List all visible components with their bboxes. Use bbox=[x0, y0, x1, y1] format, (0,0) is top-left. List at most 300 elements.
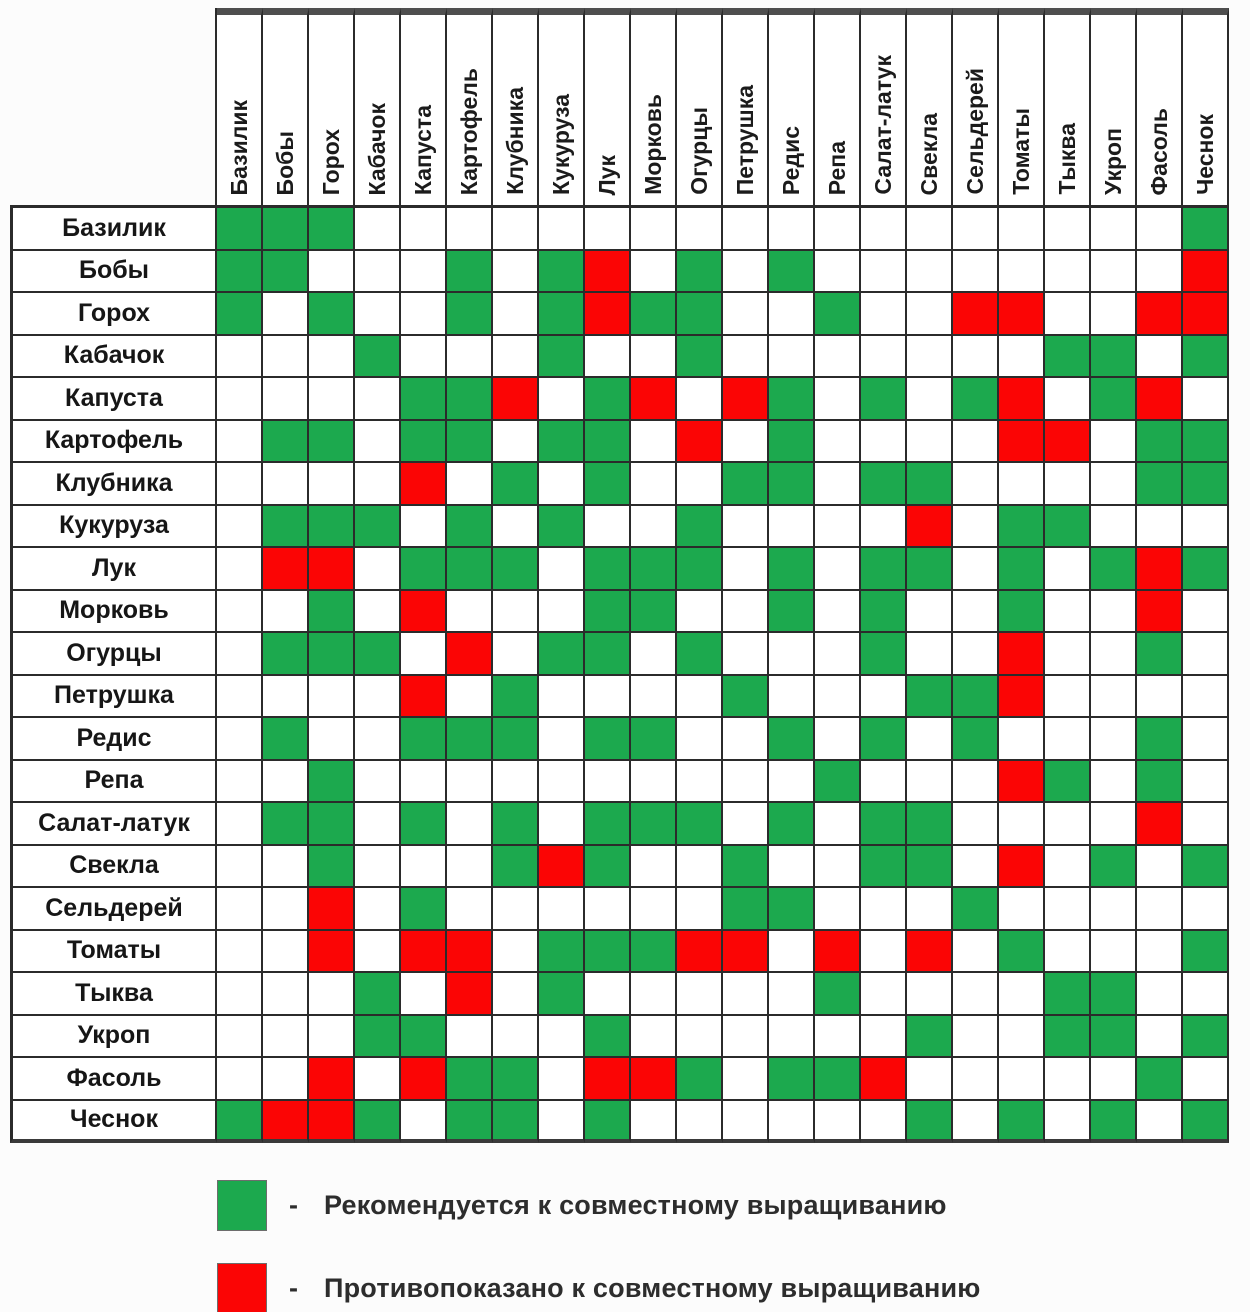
matrix-cell bbox=[999, 251, 1045, 294]
matrix-cell bbox=[677, 633, 723, 676]
compatibility-matrix bbox=[10, 8, 1229, 1143]
matrix-cell bbox=[953, 676, 999, 719]
matrix-cell bbox=[447, 761, 493, 804]
matrix-cell bbox=[493, 548, 539, 591]
matrix-cell bbox=[999, 421, 1045, 464]
column-header-21 bbox=[1137, 8, 1183, 208]
column-header-22 bbox=[1183, 8, 1229, 208]
matrix-cell bbox=[999, 846, 1045, 889]
row-label-17: Сельдерей bbox=[10, 888, 217, 931]
matrix-cell bbox=[999, 761, 1045, 804]
matrix-cell bbox=[907, 548, 953, 591]
matrix-cell bbox=[493, 378, 539, 421]
matrix-cell bbox=[769, 718, 815, 761]
matrix-cell bbox=[769, 421, 815, 464]
matrix-cell bbox=[907, 718, 953, 761]
matrix-cell bbox=[861, 421, 907, 464]
matrix-cell bbox=[217, 591, 263, 634]
matrix-cell bbox=[907, 888, 953, 931]
matrix-cell bbox=[585, 591, 631, 634]
matrix-cell bbox=[493, 888, 539, 931]
matrix-cell bbox=[769, 761, 815, 804]
matrix-cell bbox=[263, 1016, 309, 1059]
column-header-2 bbox=[263, 8, 309, 208]
matrix-cell bbox=[861, 888, 907, 931]
matrix-cell bbox=[309, 1058, 355, 1101]
matrix-cell bbox=[539, 1101, 585, 1144]
matrix-cell bbox=[677, 761, 723, 804]
matrix-cell bbox=[815, 1058, 861, 1101]
matrix-cell bbox=[1183, 506, 1229, 549]
matrix-cell bbox=[631, 633, 677, 676]
matrix-cell bbox=[355, 633, 401, 676]
matrix-cell bbox=[953, 803, 999, 846]
matrix-cell bbox=[401, 336, 447, 379]
matrix-cell bbox=[447, 548, 493, 591]
matrix-cell bbox=[769, 293, 815, 336]
matrix-cell bbox=[861, 676, 907, 719]
matrix-cell bbox=[539, 506, 585, 549]
row-label-6: Картофель bbox=[10, 421, 217, 464]
matrix-cell bbox=[309, 633, 355, 676]
column-header-label: Базилик bbox=[225, 99, 252, 195]
matrix-cell bbox=[1091, 548, 1137, 591]
column-header-6 bbox=[447, 8, 493, 208]
matrix-cell bbox=[263, 931, 309, 974]
matrix-cell bbox=[723, 973, 769, 1016]
matrix-cell bbox=[861, 506, 907, 549]
matrix-cell bbox=[447, 251, 493, 294]
matrix-cell bbox=[861, 1016, 907, 1059]
matrix-cell bbox=[999, 1101, 1045, 1144]
matrix-cell bbox=[677, 718, 723, 761]
matrix-cell bbox=[1045, 846, 1091, 889]
column-header-label: Бобы bbox=[271, 130, 298, 195]
matrix-cell bbox=[217, 761, 263, 804]
matrix-cell bbox=[309, 761, 355, 804]
matrix-cell bbox=[631, 718, 677, 761]
matrix-cell bbox=[539, 421, 585, 464]
column-header-label: Фасоль bbox=[1145, 107, 1172, 195]
matrix-cell bbox=[815, 1016, 861, 1059]
column-header-label: Капуста bbox=[409, 104, 436, 195]
matrix-cell bbox=[493, 463, 539, 506]
matrix-cell bbox=[539, 591, 585, 634]
matrix-cell bbox=[1183, 251, 1229, 294]
matrix-cell bbox=[539, 761, 585, 804]
matrix-cell bbox=[1091, 1101, 1137, 1144]
matrix-cell bbox=[263, 718, 309, 761]
matrix-cell bbox=[677, 506, 723, 549]
column-header-14 bbox=[815, 8, 861, 208]
matrix-cell bbox=[217, 718, 263, 761]
matrix-cell bbox=[677, 803, 723, 846]
matrix-cell bbox=[355, 931, 401, 974]
matrix-cell bbox=[401, 208, 447, 251]
matrix-cell bbox=[953, 506, 999, 549]
matrix-cell bbox=[539, 208, 585, 251]
row-label-22: Чеснок bbox=[10, 1101, 217, 1144]
matrix-cell bbox=[401, 846, 447, 889]
legend-label-contraindicated: Противопоказано к совместному выращиванию bbox=[324, 1273, 981, 1303]
matrix-cell bbox=[861, 208, 907, 251]
matrix-cell bbox=[953, 548, 999, 591]
column-header-label: Томаты bbox=[1007, 108, 1034, 195]
matrix-cell bbox=[861, 761, 907, 804]
row-label-3: Горох bbox=[10, 293, 217, 336]
matrix-cell bbox=[723, 1101, 769, 1144]
matrix-cell bbox=[999, 336, 1045, 379]
matrix-cell bbox=[815, 1101, 861, 1144]
column-header-5 bbox=[401, 8, 447, 208]
matrix-cell bbox=[999, 506, 1045, 549]
matrix-cell bbox=[309, 506, 355, 549]
matrix-cell bbox=[401, 676, 447, 719]
matrix-cell bbox=[907, 463, 953, 506]
row-label-13: Редис bbox=[10, 718, 217, 761]
matrix-cell bbox=[953, 633, 999, 676]
matrix-cell bbox=[769, 463, 815, 506]
matrix-cell bbox=[999, 931, 1045, 974]
column-header-12 bbox=[723, 8, 769, 208]
matrix-cell bbox=[677, 378, 723, 421]
matrix-cell bbox=[769, 378, 815, 421]
legend-dash: - bbox=[289, 1273, 298, 1303]
matrix-cell bbox=[585, 251, 631, 294]
column-header-label: Тыква bbox=[1053, 123, 1080, 195]
column-header-18 bbox=[999, 8, 1045, 208]
matrix-cell bbox=[631, 591, 677, 634]
matrix-cell bbox=[585, 633, 631, 676]
matrix-cell bbox=[263, 676, 309, 719]
matrix-cell bbox=[815, 676, 861, 719]
matrix-cell bbox=[447, 888, 493, 931]
matrix-cell bbox=[1045, 718, 1091, 761]
matrix-cell bbox=[585, 973, 631, 1016]
row-label-8: Кукуруза bbox=[10, 506, 217, 549]
matrix-cell bbox=[953, 463, 999, 506]
matrix-cell bbox=[999, 718, 1045, 761]
legend-label-recommended: Рекомендуется к совместному выращиванию bbox=[324, 1190, 947, 1220]
matrix-cell bbox=[355, 888, 401, 931]
matrix-cell bbox=[585, 208, 631, 251]
matrix-cell bbox=[1091, 761, 1137, 804]
matrix-cell bbox=[1045, 208, 1091, 251]
matrix-cell bbox=[861, 591, 907, 634]
matrix-cell bbox=[677, 888, 723, 931]
matrix-cell bbox=[493, 208, 539, 251]
matrix-cell bbox=[1091, 803, 1137, 846]
column-header-label: Редис bbox=[777, 125, 804, 195]
matrix-cell bbox=[631, 973, 677, 1016]
matrix-cell bbox=[585, 846, 631, 889]
row-label-21: Фасоль bbox=[10, 1058, 217, 1101]
matrix-cell bbox=[355, 973, 401, 1016]
matrix-cell bbox=[539, 378, 585, 421]
column-header-8 bbox=[539, 8, 585, 208]
matrix-cell bbox=[217, 208, 263, 251]
matrix-cell bbox=[723, 208, 769, 251]
matrix-cell bbox=[539, 463, 585, 506]
matrix-cell bbox=[1137, 931, 1183, 974]
matrix-cell bbox=[401, 761, 447, 804]
matrix-cell bbox=[539, 1058, 585, 1101]
matrix-cell bbox=[1045, 251, 1091, 294]
matrix-cell bbox=[677, 463, 723, 506]
matrix-cell bbox=[309, 421, 355, 464]
matrix-cell bbox=[1137, 803, 1183, 846]
matrix-cell bbox=[355, 208, 401, 251]
matrix-cell bbox=[447, 1101, 493, 1144]
matrix-cell bbox=[447, 378, 493, 421]
matrix-cell bbox=[585, 463, 631, 506]
matrix-cell bbox=[723, 888, 769, 931]
matrix-cell bbox=[539, 718, 585, 761]
matrix-cell bbox=[263, 1058, 309, 1101]
column-header-label: Кукуруза bbox=[547, 94, 574, 195]
matrix-cell bbox=[815, 548, 861, 591]
matrix-cell bbox=[447, 591, 493, 634]
matrix-cell bbox=[907, 761, 953, 804]
row-label-5: Капуста bbox=[10, 378, 217, 421]
matrix-cell bbox=[907, 973, 953, 1016]
matrix-cell bbox=[953, 1016, 999, 1059]
matrix-cell bbox=[907, 208, 953, 251]
matrix-cell bbox=[1183, 208, 1229, 251]
matrix-cell bbox=[815, 293, 861, 336]
matrix-cell bbox=[585, 676, 631, 719]
matrix-cell bbox=[953, 1058, 999, 1101]
row-label-4: Кабачок bbox=[10, 336, 217, 379]
matrix-cell bbox=[769, 1058, 815, 1101]
matrix-cell bbox=[723, 633, 769, 676]
matrix-cell bbox=[723, 846, 769, 889]
matrix-cell bbox=[1091, 378, 1137, 421]
matrix-cell bbox=[677, 676, 723, 719]
matrix-cell bbox=[631, 888, 677, 931]
matrix-cell bbox=[263, 378, 309, 421]
matrix-cell bbox=[263, 463, 309, 506]
matrix-cell bbox=[539, 293, 585, 336]
matrix-cell bbox=[1183, 1101, 1229, 1144]
matrix-cell bbox=[217, 973, 263, 1016]
matrix-cell bbox=[263, 421, 309, 464]
row-label-20: Укроп bbox=[10, 1016, 217, 1059]
matrix-cell bbox=[585, 548, 631, 591]
matrix-cell bbox=[677, 293, 723, 336]
matrix-cell bbox=[263, 591, 309, 634]
matrix-cell bbox=[815, 251, 861, 294]
column-header-label: Салат-латук bbox=[869, 55, 896, 195]
matrix-cell bbox=[907, 676, 953, 719]
matrix-cell bbox=[217, 293, 263, 336]
matrix-cell bbox=[769, 1101, 815, 1144]
matrix-cell bbox=[769, 1016, 815, 1059]
column-header-20 bbox=[1091, 8, 1137, 208]
matrix-cell bbox=[861, 1058, 907, 1101]
matrix-cell bbox=[1091, 251, 1137, 294]
matrix-cell bbox=[493, 718, 539, 761]
matrix-cell bbox=[723, 336, 769, 379]
matrix-cell bbox=[999, 803, 1045, 846]
matrix-cell bbox=[355, 463, 401, 506]
matrix-cell bbox=[539, 888, 585, 931]
matrix-cell bbox=[953, 846, 999, 889]
matrix-cell bbox=[401, 421, 447, 464]
matrix-cell bbox=[585, 1058, 631, 1101]
matrix-cell bbox=[309, 931, 355, 974]
matrix-cell bbox=[953, 761, 999, 804]
matrix-cell bbox=[217, 506, 263, 549]
matrix-cell bbox=[861, 931, 907, 974]
matrix-cell bbox=[263, 803, 309, 846]
matrix-cell bbox=[1183, 421, 1229, 464]
matrix-cell bbox=[401, 1101, 447, 1144]
matrix-cell bbox=[309, 803, 355, 846]
matrix-cell bbox=[677, 336, 723, 379]
matrix-cell bbox=[309, 676, 355, 719]
legend-item-contraindicated bbox=[217, 1263, 981, 1312]
matrix-cell bbox=[723, 506, 769, 549]
matrix-cell bbox=[217, 336, 263, 379]
matrix-cell bbox=[447, 463, 493, 506]
corner-cell bbox=[10, 8, 217, 208]
matrix-cell bbox=[585, 378, 631, 421]
matrix-cell bbox=[999, 293, 1045, 336]
matrix-cell bbox=[1137, 1016, 1183, 1059]
matrix-cell bbox=[401, 293, 447, 336]
matrix-cell bbox=[217, 633, 263, 676]
matrix-cell bbox=[677, 251, 723, 294]
matrix-cell bbox=[401, 633, 447, 676]
matrix-cell bbox=[631, 251, 677, 294]
matrix-cell bbox=[907, 1016, 953, 1059]
matrix-cell bbox=[677, 973, 723, 1016]
matrix-cell bbox=[1137, 336, 1183, 379]
matrix-cell bbox=[1091, 888, 1137, 931]
matrix-cell bbox=[723, 293, 769, 336]
column-header-4 bbox=[355, 8, 401, 208]
matrix-cell bbox=[217, 463, 263, 506]
column-header-label: Огурцы bbox=[685, 107, 712, 195]
matrix-cell bbox=[861, 846, 907, 889]
matrix-cell bbox=[769, 846, 815, 889]
matrix-cell bbox=[1137, 1058, 1183, 1101]
column-header-label: Петрушка bbox=[731, 84, 758, 195]
column-header-label: Лук bbox=[593, 154, 620, 195]
matrix-cell bbox=[1045, 888, 1091, 931]
matrix-cell bbox=[1045, 378, 1091, 421]
matrix-cell bbox=[1137, 506, 1183, 549]
matrix-cell bbox=[723, 463, 769, 506]
column-header-label: Горох bbox=[317, 128, 344, 195]
column-header-label: Сельдерей bbox=[961, 68, 988, 195]
matrix-cell bbox=[539, 846, 585, 889]
matrix-cell bbox=[631, 421, 677, 464]
matrix-cell bbox=[1045, 336, 1091, 379]
column-header-10 bbox=[631, 8, 677, 208]
matrix-cell bbox=[217, 803, 263, 846]
matrix-cell bbox=[1183, 293, 1229, 336]
matrix-cell bbox=[493, 293, 539, 336]
column-header-9 bbox=[585, 8, 631, 208]
matrix-cell bbox=[493, 846, 539, 889]
matrix-cell bbox=[401, 548, 447, 591]
matrix-cell bbox=[447, 208, 493, 251]
matrix-cell bbox=[907, 421, 953, 464]
matrix-cell bbox=[309, 973, 355, 1016]
matrix-cell bbox=[217, 1058, 263, 1101]
matrix-cell bbox=[539, 931, 585, 974]
matrix-cell bbox=[585, 506, 631, 549]
column-header-17 bbox=[953, 8, 999, 208]
matrix-cell bbox=[907, 1058, 953, 1101]
row-label-18: Томаты bbox=[10, 931, 217, 974]
matrix-cell bbox=[677, 931, 723, 974]
matrix-cell bbox=[217, 548, 263, 591]
matrix-cell bbox=[631, 463, 677, 506]
matrix-cell bbox=[585, 421, 631, 464]
matrix-cell bbox=[1183, 548, 1229, 591]
matrix-cell bbox=[1137, 208, 1183, 251]
matrix-cell bbox=[355, 761, 401, 804]
matrix-cell bbox=[769, 208, 815, 251]
matrix-cell bbox=[539, 336, 585, 379]
legend-dash: - bbox=[289, 1190, 298, 1220]
matrix-cell bbox=[1091, 633, 1137, 676]
matrix-cell bbox=[217, 676, 263, 719]
column-header-11 bbox=[677, 8, 723, 208]
matrix-cell bbox=[1091, 591, 1137, 634]
legend-item-recommended bbox=[217, 1180, 947, 1231]
matrix-cell bbox=[723, 676, 769, 719]
matrix-cell bbox=[815, 846, 861, 889]
matrix-cell bbox=[861, 973, 907, 1016]
matrix-cell bbox=[1137, 1101, 1183, 1144]
matrix-cell bbox=[1137, 846, 1183, 889]
column-header-label: Клубника bbox=[501, 87, 528, 195]
row-label-11: Огурцы bbox=[10, 633, 217, 676]
matrix-cell bbox=[1091, 463, 1137, 506]
matrix-cell bbox=[585, 718, 631, 761]
row-label-10: Морковь bbox=[10, 591, 217, 634]
matrix-cell bbox=[631, 676, 677, 719]
matrix-cell bbox=[999, 1058, 1045, 1101]
column-header-label: Репа bbox=[823, 140, 850, 195]
matrix-cell bbox=[1091, 846, 1137, 889]
matrix-cell bbox=[1183, 761, 1229, 804]
matrix-cell bbox=[217, 931, 263, 974]
matrix-cell bbox=[447, 718, 493, 761]
matrix-cell bbox=[355, 548, 401, 591]
matrix-cell bbox=[401, 973, 447, 1016]
matrix-cell bbox=[263, 293, 309, 336]
matrix-cell bbox=[953, 336, 999, 379]
matrix-cell bbox=[999, 208, 1045, 251]
matrix-cell bbox=[355, 1058, 401, 1101]
matrix-cell bbox=[723, 803, 769, 846]
row-label-16: Свекла bbox=[10, 846, 217, 889]
matrix-cell bbox=[585, 931, 631, 974]
matrix-cell bbox=[769, 973, 815, 1016]
matrix-cell bbox=[861, 378, 907, 421]
matrix-cell bbox=[1137, 973, 1183, 1016]
matrix-cell bbox=[309, 251, 355, 294]
matrix-cell bbox=[769, 251, 815, 294]
column-header-label: Укроп bbox=[1099, 128, 1126, 195]
matrix-cell bbox=[953, 378, 999, 421]
matrix-cell bbox=[815, 888, 861, 931]
